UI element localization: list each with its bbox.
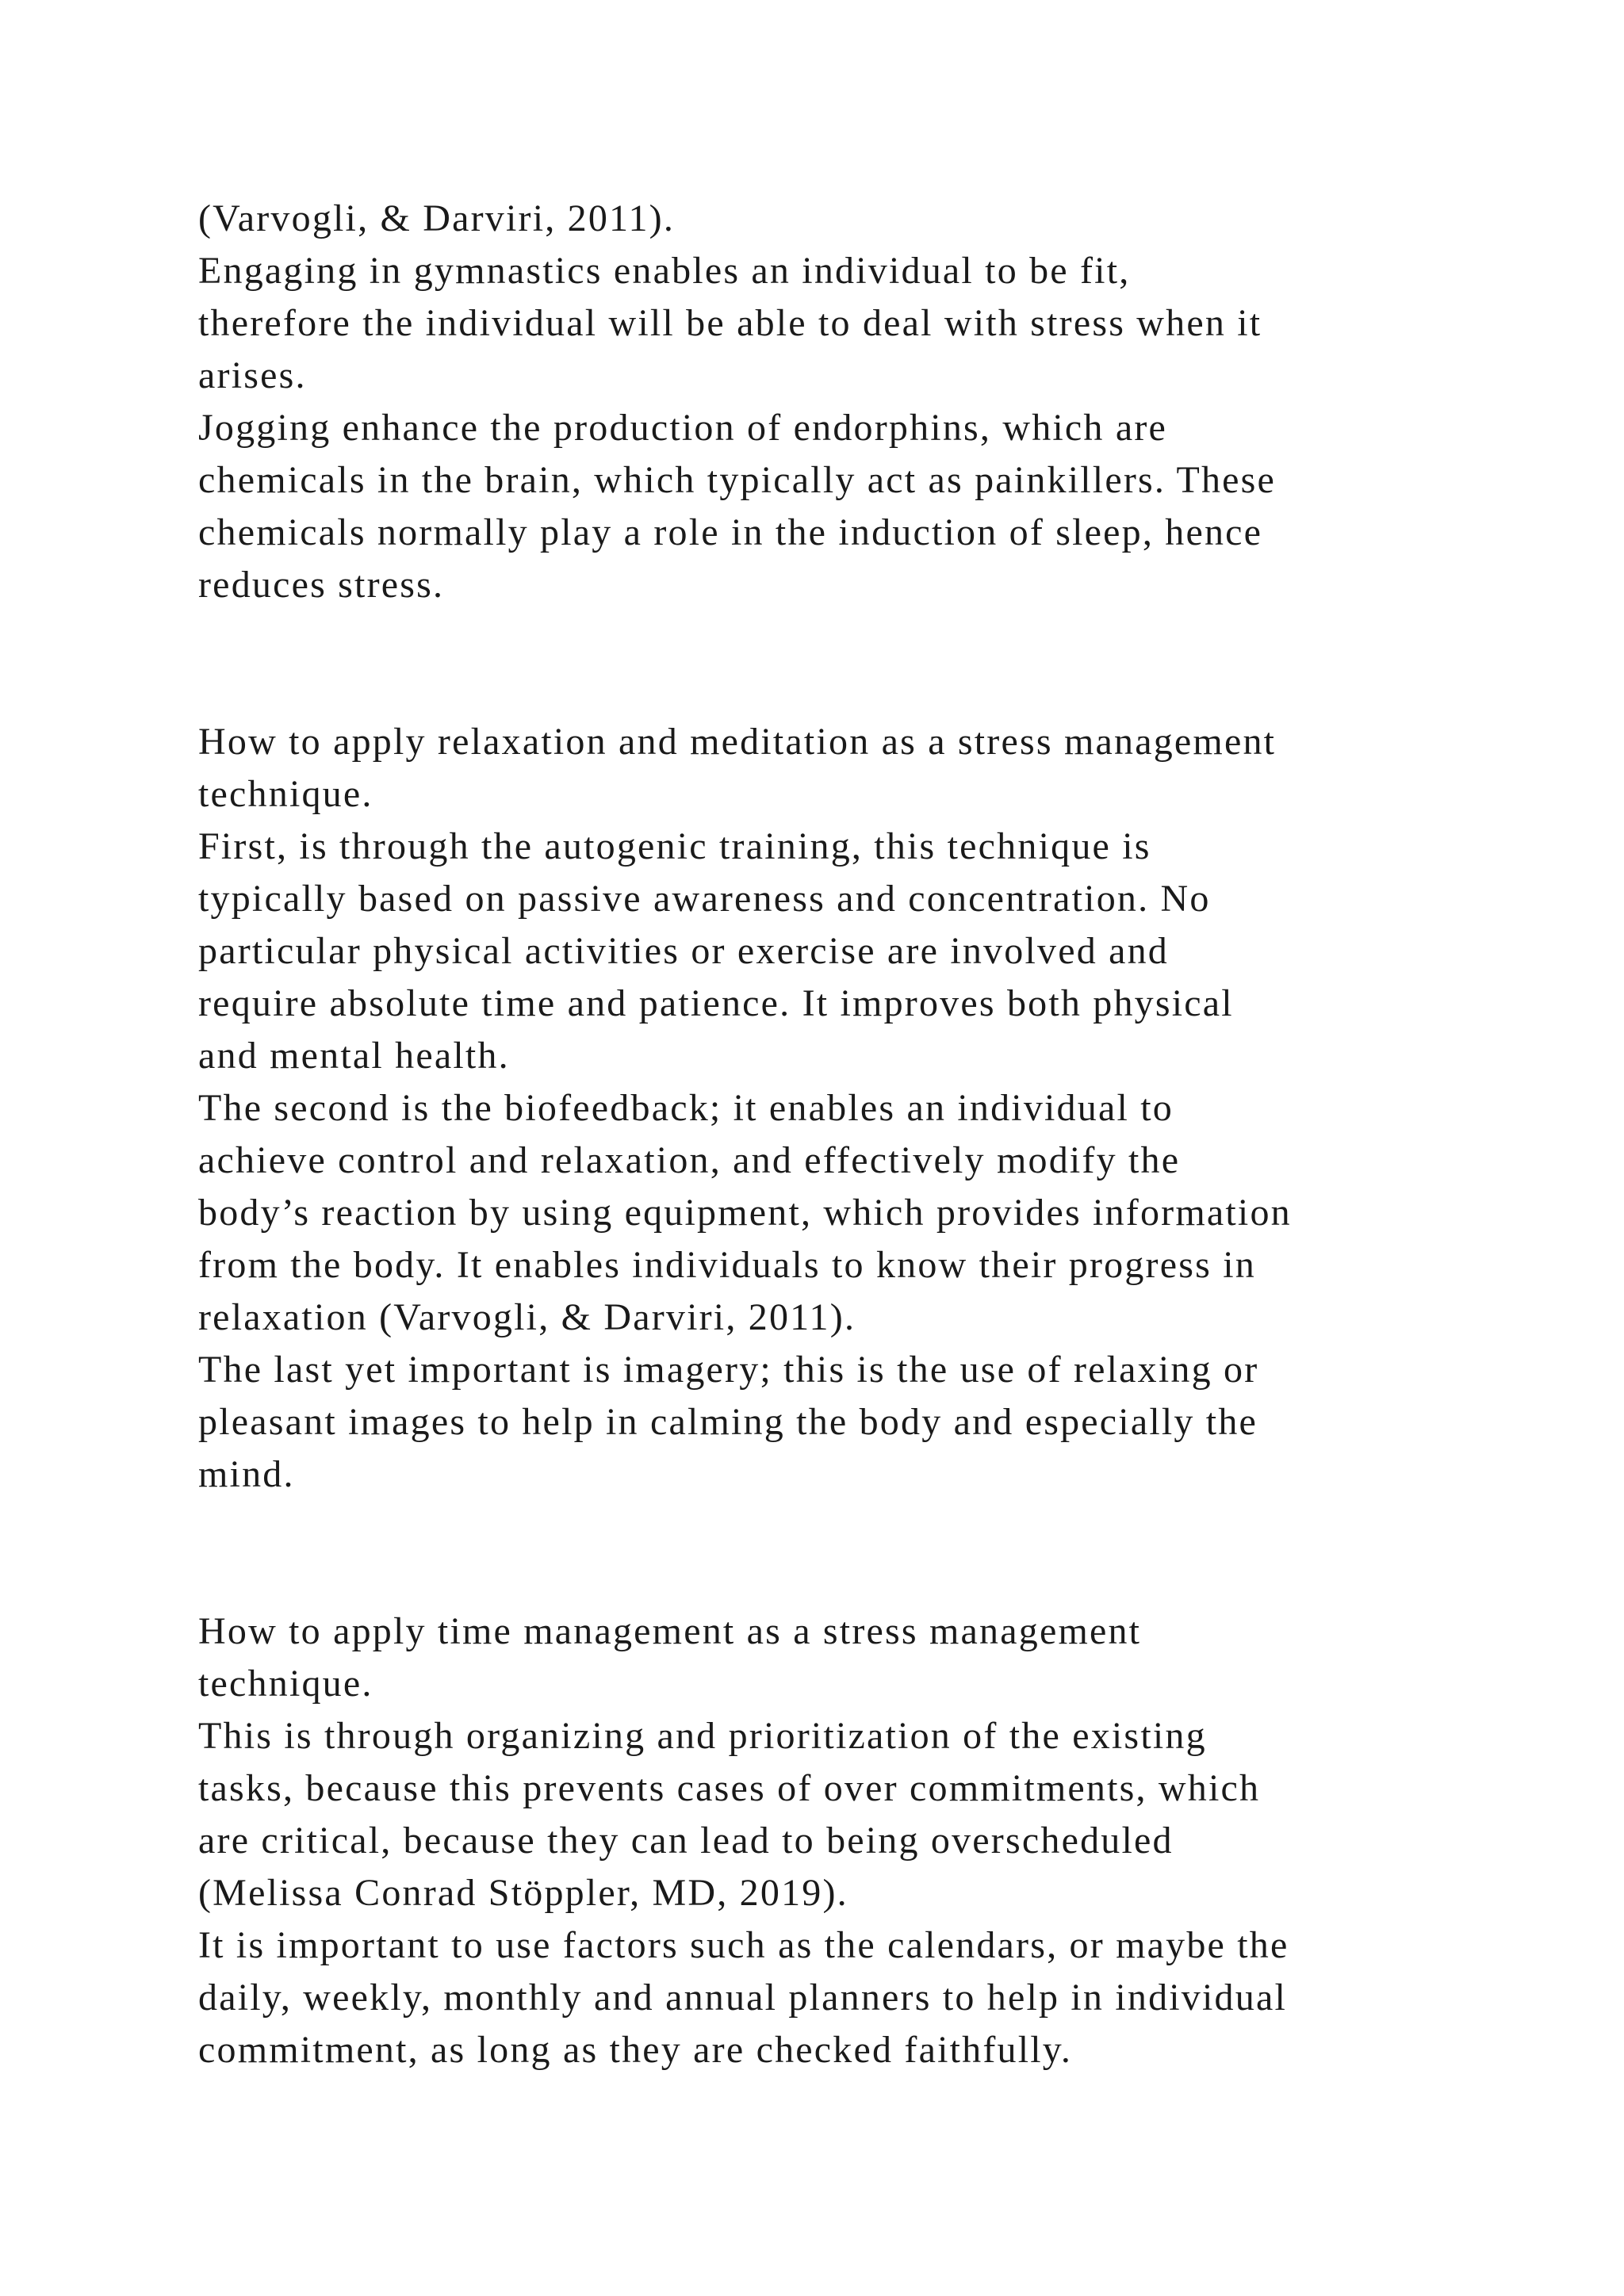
section-time-management [198,1605,1546,2076]
text-line: require absolute time and patience. It improves both physical [198,982,1234,1024]
text-line: mind. [198,1453,295,1495]
text-line: chemicals normally play a role in the induction of sleep, hence [198,511,1263,553]
text-line: It is important to use factors such as the calendars, or maybe the [198,1924,1289,1966]
section-heading: technique. [198,1663,373,1705]
section-relaxation [198,716,1546,1501]
text-line: pleasant images to help in calming the body and especially the [198,1401,1258,1443]
text-line: relaxation (Varvogli, & Darviri, 2011). [198,1296,856,1338]
text-line: typically based on passive awareness and concentration. No [198,878,1211,920]
text-line: This is through organizing and prioritization of the existing [198,1715,1207,1757]
text-line: Engaging in gymnastics enables an individual to be fit, [198,250,1131,292]
text-line: particular physical activities or exercise are involved and [198,930,1170,972]
text-line: achieve control and relaxation, and effectively modify the [198,1139,1181,1181]
paragraph-gap [198,611,1546,716]
text-line: (Varvogli, & Darviri, 2011). [198,197,676,239]
section-heading: technique. [198,773,373,815]
text-line: (Melissa Conrad Stöppler, MD, 2019). [198,1872,848,1914]
text-line: tasks, because this prevents cases of over commitments, which [198,1767,1261,1809]
section-heading: How to apply relaxation and meditation as a stress management [198,721,1277,763]
text-line: from the body. It enables individuals to know their progress in [198,1244,1256,1286]
text-line: are critical, because they can lead to being overscheduled [198,1820,1174,1862]
text-line: arises. [198,354,307,396]
section-exercise [198,193,1546,611]
document-body [198,193,1546,2076]
text-line: commitment, as long as they are checked faithfully. [198,2029,1073,2071]
text-line: therefore the individual will be able to deal with stress when it [198,302,1262,344]
text-line: Jogging enhance the production of endorphins, which are [198,407,1168,449]
text-line: body’s reaction by using equipment, which provides information [198,1192,1292,1234]
text-line: reduces stress. [198,564,445,606]
text-line: The second is the biofeedback; it enables an individual to [198,1087,1174,1129]
paragraph-gap [198,1501,1546,1605]
text-line: First, is through the autogenic training, this technique is [198,825,1151,867]
section-heading: How to apply time management as a stress management [198,1610,1142,1652]
text-line: daily, weekly, monthly and annual planners to help in individual [198,1976,1287,2019]
text-line: chemicals in the brain, which typically act as painkillers. These [198,459,1277,501]
text-line: and mental health. [198,1035,510,1077]
text-line: The last yet important is imagery; this is the use of relaxing or [198,1349,1259,1391]
